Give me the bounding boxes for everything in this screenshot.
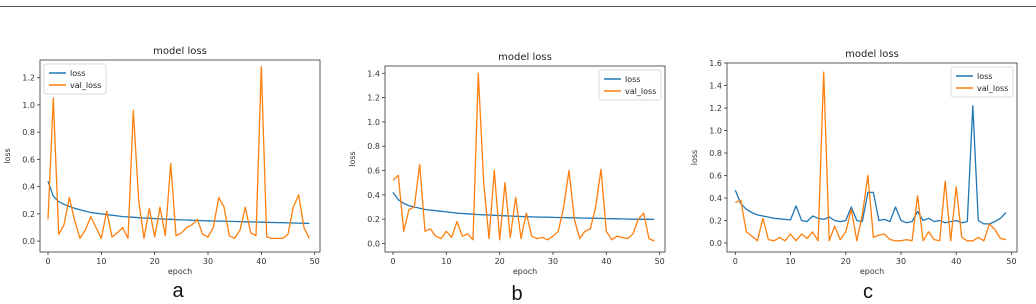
legend	[44, 64, 106, 94]
x-tick-label: 0	[732, 257, 738, 266]
y-axis-label: loss	[348, 151, 357, 167]
y-tick-label: 1.4	[709, 81, 722, 91]
y-tick-label: 0.8	[709, 149, 722, 158]
panel-letter: c	[863, 281, 873, 303]
panel-letter: b	[511, 283, 523, 304]
legend-label: loss	[625, 75, 641, 84]
legend-label: val_loss	[70, 81, 102, 90]
x-tick-label: 30	[547, 257, 559, 266]
y-tick-label: 1.4	[367, 69, 380, 79]
y-axis-label: loss	[690, 149, 699, 166]
legend-label: loss	[977, 72, 993, 81]
series-line-loss	[393, 192, 654, 219]
series-line-loss	[48, 181, 309, 223]
x-axis-label: epoch	[167, 267, 193, 276]
chart-title: model loss	[845, 49, 899, 60]
y-tick-label: 0.2	[22, 209, 35, 219]
y-tick-label: 0.4	[22, 182, 35, 192]
x-tick-label: 50	[654, 257, 665, 266]
x-tick-label: 50	[1006, 257, 1017, 266]
y-tick-label: 0.0	[367, 239, 380, 249]
panel-letter: a	[172, 280, 184, 302]
chart-panel-a	[3, 46, 320, 302]
legend-label: val_loss	[977, 84, 1009, 93]
y-tick-label: 1.6	[709, 59, 722, 68]
legend-label: val_loss	[625, 87, 657, 96]
y-tick-label: 1.2	[709, 104, 722, 113]
x-tick-label: 0	[390, 257, 396, 266]
x-tick-label: 20	[494, 257, 505, 266]
x-tick-label: 20	[149, 257, 160, 266]
y-tick-label: 0.6	[709, 171, 722, 181]
legend-label: loss	[70, 69, 86, 78]
y-tick-label: 0.4	[709, 194, 722, 203]
y-tick-label: 1.2	[367, 93, 380, 103]
y-tick-label: 0.6	[22, 155, 35, 165]
chart-title: model loss	[498, 52, 552, 63]
x-tick-label: 40	[951, 257, 962, 266]
y-tick-label: 1.2	[22, 73, 35, 83]
x-axis-label: epoch	[512, 267, 538, 276]
legend	[951, 67, 1013, 97]
x-tick-label: 30	[895, 257, 907, 266]
y-tick-label: 0.8	[22, 128, 35, 138]
x-tick-label: 20	[840, 257, 851, 266]
y-tick-label: 0.2	[709, 216, 722, 226]
x-tick-label: 0	[45, 257, 51, 266]
y-tick-label: 0.4	[367, 190, 380, 200]
x-tick-label: 40	[256, 257, 267, 266]
y-tick-label: 1.0	[367, 117, 380, 127]
x-axis-label: epoch	[859, 267, 885, 276]
chart-panel-b	[348, 52, 665, 304]
x-tick-label: 30	[202, 257, 214, 266]
y-tick-label: 0.2	[367, 215, 380, 225]
x-tick-label: 50	[309, 257, 320, 266]
chart-title: model loss	[153, 46, 207, 57]
y-axis-label: loss	[3, 148, 12, 164]
y-tick-label: 0.0	[709, 239, 722, 248]
y-tick-label: 0.0	[22, 237, 35, 247]
legend	[599, 70, 661, 100]
x-tick-label: 10	[785, 257, 796, 266]
y-tick-label: 0.8	[367, 142, 380, 152]
y-tick-label: 1.0	[22, 100, 35, 110]
y-tick-label: 0.6	[367, 166, 380, 176]
chart-panel-c	[690, 49, 1017, 303]
x-tick-label: 10	[96, 257, 107, 266]
x-tick-label: 40	[601, 257, 612, 266]
y-tick-label: 1.0	[709, 126, 722, 136]
x-tick-label: 10	[441, 257, 452, 266]
